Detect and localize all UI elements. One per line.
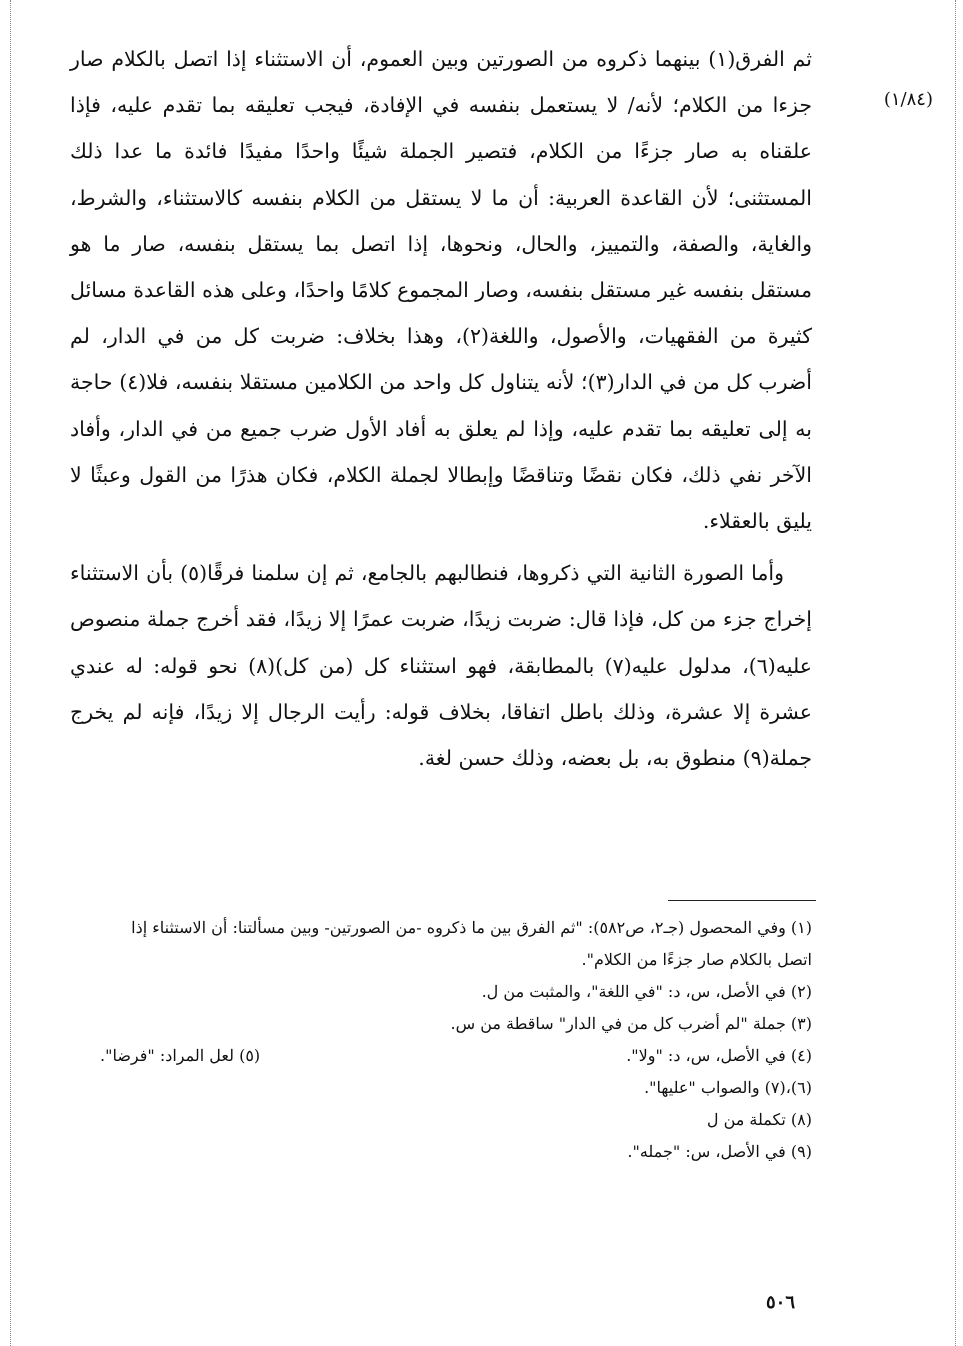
footnote-9: (٩) في الأصل، س: "جمله". (627, 1142, 812, 1161)
footnotes (100, 912, 812, 1168)
footnote-row-4-5 (100, 1040, 812, 1072)
footnote-3: (٣) جملة "لم أضرب كل من في الدار" ساقطة من س. (450, 1014, 812, 1033)
main-text (70, 36, 812, 781)
page-number: ٥٠٦ (765, 1292, 795, 1313)
margin-page-reference: (١/٨٤) (883, 89, 933, 110)
footnote-2: (٢) في الأصل، س، د: "في اللغة"، والمثبت من ل. (481, 982, 812, 1001)
scan-edge-left (10, 0, 11, 1346)
footnote-6-7: (٦)،(٧) والصواب "عليها". (644, 1078, 812, 1097)
footnote-8: (٨) تكملة من ل (706, 1110, 812, 1129)
footnote-4: (٤) في الأصل، س، د: "ولا". (626, 1046, 812, 1065)
footnote-1: (١) وفي المحصول (جـ٢، ص٥٨٢): "ثم الفرق بين ما ذكروه -من الصورتين- وبين مسألتنا: أن الاستثناء إذا اتصل بالكلام صار جزءًا من الكلام". (131, 918, 812, 969)
paragraph-1: ثم الفرق(١) بينهما ذكروه من الصورتين وبين العموم، أن الاستثناء إذا اتصل بالكلام صار جزءا من الكلام؛ لأنه/ لا يستعمل بنفسه في الإفادة، فيجب تعليقه بما تقدم عليه، فإذا علقناه به صار جزءًا من الكلام، فتصير الجملة شيئًا واحدًا مفيدًا فائدة ما عدا ذلك المستثنى؛ لأن القاعدة العربية: أن ما لا يستقل من الكلام بنفسه كالاستثناء، والشرط، والغاية، والصفة، والتمييز، والحال، ونحوها، إذا اتصل بما يستقل بنفسه، صار ما هو مستقل بنفسه غير مستقل بنفسه، وصار المجموع كلامًا واحدًا، وعلى هذه القاعدة مسائل كثيرة من الفقهيات، والأصول، واللغة(٢)، وهذا بخلاف: ضربت كل من في الدار، لم أضرب كل من في الدار(٣)؛ لأنه يتناول كل واحد من الكلامين مستقلا بنفسه، فلا(٤) حاجة به إلى تعليقه بما تقدم عليه، وإذا لم يعلق به أفاد الأول ضرب جميع من في الدار، وأفاد الآخر نفي ذلك، فكان نقضًا وتناقضًا وإبطالا لجملة الكلام، فكان هذرًا من القول وعبثًا لا يليق بالعقلاء. (70, 47, 812, 534)
scan-edge-right (955, 0, 956, 1346)
paragraph-2: وأما الصورة الثانية التي ذكروها، فنطالبهم بالجامع، ثم إن سلمنا فرقًا(٥) بأن الاستثناء إخراج جزء من كل، فإذا قال: ضربت زيدًا، ضربت عمرًا إلا زيدًا، فقد أخرج جملة منصوص عليه(٦)، مدلول عليه(٧) بالمطابقة، فهو استثناء كل (من كل)(٨) نحو قوله: له عندي عشرة إلا عشرة، وذلك باطل اتفاقا، بخلاف قوله: رأيت الرجال إلا زيدًا، فإنه لم يخرج جملة(٩) منطوق به، بل بعضه، وذلك حسن لغة. (70, 561, 812, 771)
footnote-separator (668, 900, 816, 901)
footnote-5: (٥) لعل المراد: "فرضا". (100, 1046, 261, 1065)
